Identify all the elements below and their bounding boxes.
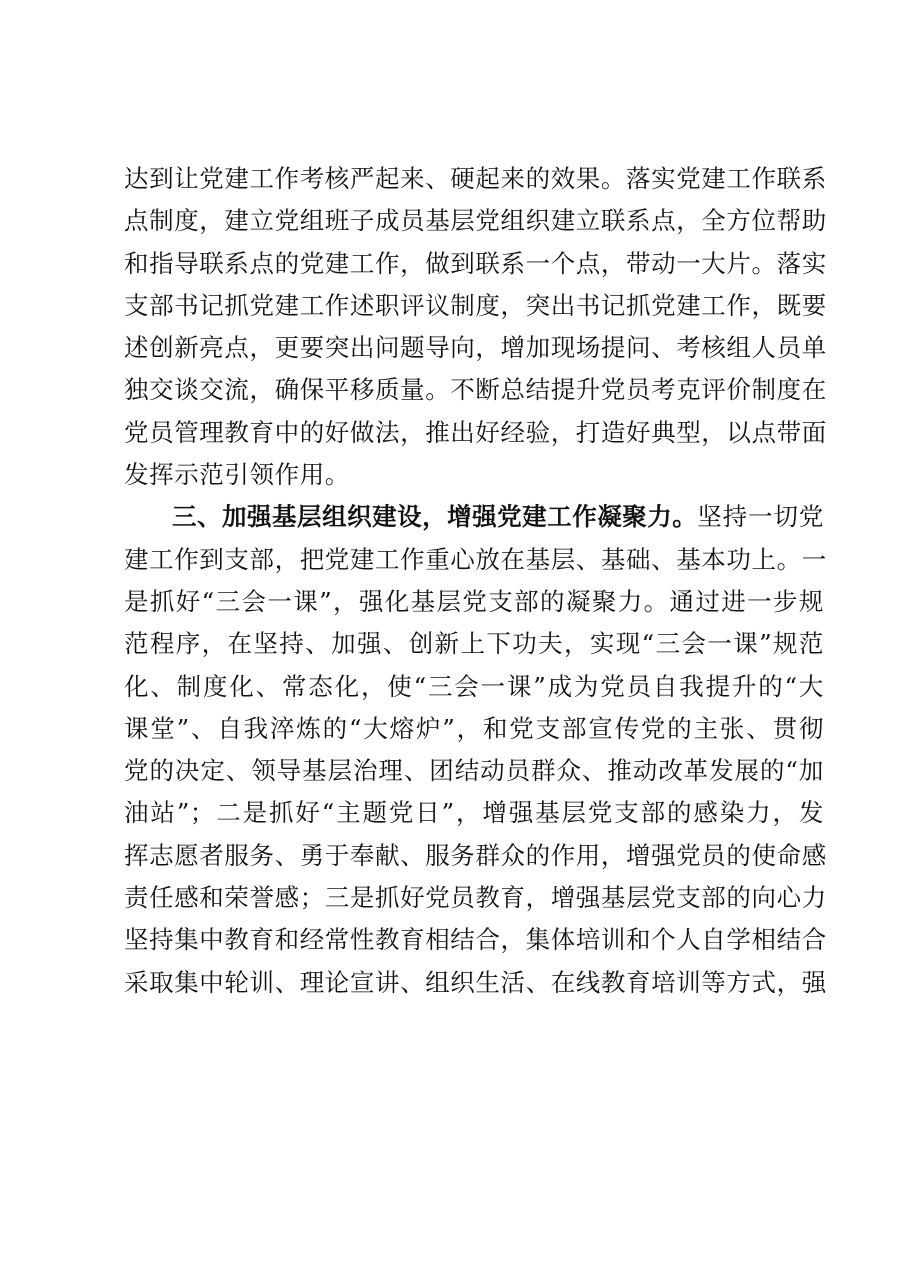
paragraph-line: 述创新亮点，更要突出问题导向，增加现场提问、考核组人员单 (124, 333, 827, 363)
paragraph-line: 发挥示范引领作用。 (124, 460, 350, 490)
heading-line-rest: 坚持一切党 (697, 502, 824, 532)
paragraph-line: 挥志愿者服务、勇于奉献、服务群众的作用，增强党员的使命感 (124, 840, 827, 870)
paragraph-line: 点制度，建立党组班子成员基层党组织建立联系点，全方位帮助 (124, 206, 827, 236)
paragraph-line: 课堂”、自我淬炼的“大熔炉”，和党支部宣传党的主张、贯彻 (124, 713, 824, 743)
paragraph-line: 是抓好“三会一课”，强化基层党支部的凝聚力。通过进一步规 (124, 586, 824, 616)
section-heading-line (124, 496, 824, 538)
paragraph-line: 责任感和荣誉感；三是抓好党员教育，增强基层党支部的向心力 (124, 883, 827, 913)
paragraph-line: 达到让党建工作考核严起来、硬起来的效果。落实党建工作联系 (124, 164, 827, 193)
paragraph-line: 支部书记抓党建工作述职评议制度，突出书记抓党建工作，既要 (124, 290, 827, 320)
paragraph-line: 化、制度化、常态化，使“三会一课”成为党员自我提升的“大 (124, 671, 824, 701)
section-heading: 三、加强基层组织建设，增强党建工作凝聚力。 (172, 502, 698, 532)
paragraph-line: 独交谈交流，确保平移质量。不断总结提升党员考克评价制度在 (124, 375, 827, 405)
paragraph-line: 党的决定、领导基层治理、团结动员群众、推动改革发展的“加 (124, 756, 824, 786)
document-body (124, 158, 827, 1004)
paragraph-line: 建工作到支部，把党建工作重心放在基层、基础、基本功上。一 (124, 544, 827, 574)
paragraph-line: 党员管理教育中的好做法，推出好经验，打造好典型，以点带面 (124, 417, 827, 447)
paragraph-line: 坚持集中教育和经常性教育相结合，集体培训和个人自学相结合 (124, 925, 827, 955)
paragraph-line: 油站”；二是抓好“主题党日”，增强基层党支部的感染力，发 (124, 798, 824, 828)
paragraph-line: 采取集中轮训、理论宣讲、组织生活、在线教育培训等方式，强 (124, 967, 827, 997)
paragraph-line: 和指导联系点的党建工作，做到联系一个点，带动一大片。落实 (124, 248, 827, 278)
paragraph-line: 范程序，在坚持、加强、创新上下功夫，实现“三会一课”规范 (124, 629, 824, 659)
